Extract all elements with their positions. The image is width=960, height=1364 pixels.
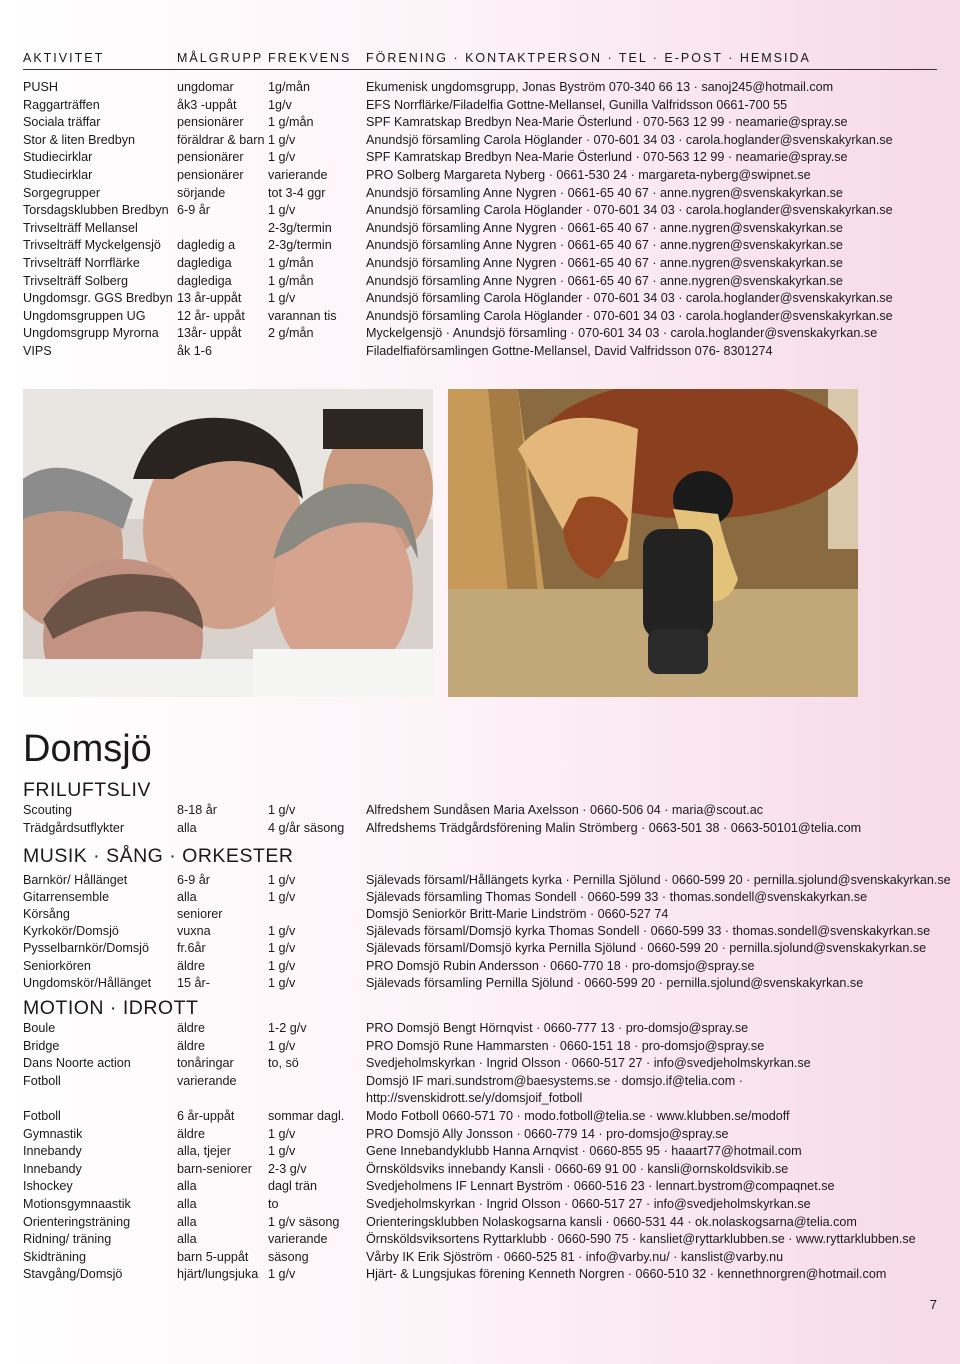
activity-cell: Studiecirklar (23, 150, 93, 165)
frequency-cell: tot 3-4 ggr (268, 185, 326, 200)
frequency-cell: 1 g/v (268, 132, 296, 147)
target-group-cell: barn-seniorer (177, 1161, 252, 1176)
contact-cell: Anundsjö församling Anne Nygren · 0661-65 40 67 · anne.nygren@svenskakyrkan.se (366, 256, 843, 270)
target-group-cell: daglediga (177, 273, 232, 288)
target-group-cell: ungdomar (177, 80, 234, 94)
target-group-cell: alla, tjejer (177, 1144, 231, 1159)
activity-cell: PUSH (23, 80, 58, 94)
activity-cell: Trivselträff Norrflärke (23, 256, 140, 270)
target-group-cell: 12 år- uppåt (177, 308, 245, 323)
activity-cell: Raggarträffen (23, 97, 100, 112)
choir-photo (23, 389, 433, 697)
target-group-cell: pensionärer (177, 168, 244, 182)
activity-cell: Skidträning (23, 1249, 87, 1264)
contact-cell: Modo Fotboll 0660-571 70 · modo.fotboll@telia.se · www.klubben.se/modoff (366, 1109, 790, 1123)
activity-cell: Seniorkören (23, 958, 91, 973)
target-group-cell: sörjande (177, 185, 226, 200)
target-group-cell: 15 år- (177, 975, 210, 990)
target-group-cell: alla (177, 1197, 197, 1211)
frequency-cell: dagl trän (268, 1179, 318, 1194)
activity-cell: Innebandy (23, 1161, 82, 1176)
frequency-cell: to (268, 1197, 279, 1211)
activity-cell: Ridning/ träning (23, 1232, 112, 1247)
activity-cell: Ungdomsgrupp Myrorna (23, 326, 159, 341)
contact-cell: Örnsköldsviks innebandy Kansli · 0660-69 91 00 · kansli@ornskoldsvikib.se (366, 1161, 789, 1176)
contact-cell: Anundsjö församling Carola Höglander · 070-601 34 03 · carola.hoglander@svenskakyrkan.se (366, 308, 893, 323)
target-group-cell: äldre (177, 958, 206, 973)
contact-cell: Örnsköldsviksortens Ryttarklubb · 0660-590 75 · kansliet@ryttarklubben.se · www.ryttarklubben.se (366, 1232, 916, 1247)
contact-cell: Anundsjö församling Carola Höglander · 070-601 34 03 · carola.hoglander@svenskakyrkan.se (366, 203, 893, 218)
activity-cell: Torsdagsklubben Bredbyn (23, 203, 169, 218)
page-number: 7 (929, 1297, 937, 1312)
frequency-cell: 1 g/v (268, 873, 296, 887)
frequency-cell: 1 g/v (268, 975, 296, 990)
frequency-cell: 2 g/mån (268, 326, 314, 341)
activity-cell: Motionsgymnaastik (23, 1197, 131, 1211)
activity-cell: Stor & liten Bredbyn (23, 132, 136, 147)
section-title-motion: MOTION · IDROTT (23, 997, 199, 1019)
contact-cell: Svedjeholmskyrkan · Ingrid Olsson · 0660-517 27 · info@svedjeholmskyrkan.se (366, 1056, 811, 1071)
target-group-cell: pensionärer (177, 150, 244, 165)
activity-cell: Innebandy (23, 1144, 82, 1159)
frequency-cell: säsong (268, 1249, 309, 1264)
activity-cell: Sociala träffar (23, 115, 101, 130)
header-target-group: MÅLGRUPP (177, 51, 264, 65)
target-group-cell: alla (177, 820, 197, 835)
contact-cell: PRO Domsjö Rune Hammarsten · 0660-151 18 · pro-domsjo@spray.se (366, 1038, 765, 1053)
activity-cell: Stavgång/Domsjö (23, 1267, 123, 1282)
activity-cell: Orienteringsträning (23, 1214, 131, 1229)
activity-cell: Ishockey (23, 1179, 73, 1194)
frequency-cell: 1g/mån (268, 80, 311, 94)
activity-cell: Ungdomsgruppen UG (23, 308, 146, 323)
frequency-cell: 1 g/v (268, 958, 296, 973)
frequency-cell: 1 g/v (268, 150, 296, 165)
target-group-cell: vuxna (177, 924, 211, 939)
frequency-cell: 1 g/v (268, 1126, 296, 1141)
contact-cell: Anundsjö församling Carola Höglander · 070-601 34 03 · carola.hoglander@svenskakyrkan.se (366, 132, 893, 147)
activity-cell: Trivselträff Mellansel (23, 220, 138, 235)
contact-cell: Anundsjö församling Carola Höglander · 070-601 34 03 · carola.hoglander@svenskakyrkan.se (366, 291, 893, 306)
target-group-cell: alla (177, 1214, 197, 1229)
target-group-cell: 6 år-uppåt (177, 1109, 235, 1123)
activity-cell: Trädgårdsutflykter (23, 820, 125, 835)
contact-cell: Ekumenisk ungdomsgrupp, Jonas Byström 070-340 66 13 · sanoj245@hotmail.com (366, 80, 834, 94)
contact-cell: Vårby IK Erik Sjöström · 0660-525 81 · info@varby.nu/ · kanslist@varby.nu (366, 1249, 784, 1264)
activity-cell: Gitarrensemble (23, 890, 110, 905)
frequency-cell: 1 g/mån (268, 273, 314, 288)
header-frequency: FREKVENS (268, 51, 352, 65)
target-group-cell: äldre (177, 1126, 206, 1141)
frequency-cell: 1 g/mån (268, 115, 314, 130)
activity-cell: Scouting (23, 803, 73, 817)
target-group-cell: 6-9 år (177, 873, 210, 887)
frequency-cell: 1g/v (268, 97, 292, 112)
activity-cell: Fotboll (23, 1109, 61, 1123)
activity-cell: Fotboll (23, 1073, 61, 1088)
frequency-cell: 1 g/v (268, 1267, 296, 1282)
header-association: FÖRENING · KONTAKTPERSON · TEL · E-POST · HEMSIDA (366, 51, 811, 65)
contact-cell: Anundsjö församling Anne Nygren · 0661-65 40 67 · anne.nygren@svenskakyrkan.se (366, 220, 843, 235)
frequency-cell: 1 g/mån (268, 256, 314, 270)
frequency-cell: 1 g/v (268, 941, 296, 956)
frequency-cell: 1 g/v (268, 1038, 296, 1053)
activity-cell: Sorgegrupper (23, 185, 101, 200)
target-group-cell: föräldrar & barn (177, 132, 265, 147)
activity-cell: Ungdomsgr. GGS Bredbyn (23, 291, 173, 306)
contact-cell: Orienteringsklubben Nolaskogsarna kansli · 0660-531 44 · ok.nolaskogsarna@telia.com (366, 1214, 857, 1229)
frequency-cell: 1 g/v (268, 890, 296, 905)
contact-cell: SPF Kamratskap Bredbyn Nea-Marie Österlund · 070-563 12 99 · neamarie@spray.se (366, 150, 848, 165)
frequency-cell: sommar dagl. (268, 1109, 345, 1123)
place-heading: Domsjö (23, 728, 152, 770)
target-group-cell: alla (177, 1179, 197, 1194)
contact-cell: PRO Domsjö Ally Jonsson · 0660-779 14 · pro-domsjo@spray.se (366, 1126, 729, 1141)
target-group-cell: åk 1-6 (177, 344, 213, 358)
frequency-cell: varierande (268, 1232, 328, 1247)
target-group-cell: alla (177, 890, 197, 905)
table-header (23, 51, 937, 70)
target-group-cell: alla (177, 1232, 197, 1247)
contact-cell: PRO Domsjö Bengt Hörnqvist · 0660-777 13 · pro-domsjo@spray.se (366, 1021, 749, 1035)
frequency-cell: 4 g/år säsong (268, 820, 345, 835)
activity-cell: Barnkör/ Hållänget (23, 873, 128, 887)
activity-cell: Trivselträff Solberg (23, 273, 128, 288)
contact-cell: Anundsjö församling Anne Nygren · 0661-65 40 67 · anne.nygren@svenskakyrkan.se (366, 273, 843, 288)
contact-cell: Anundsjö församling Anne Nygren · 0661-65 40 67 · anne.nygren@svenskakyrkan.se (366, 238, 843, 253)
activity-cell: Studiecirklar (23, 168, 93, 182)
horse-photo (448, 389, 858, 697)
frequency-cell: 1-2 g/v (268, 1021, 307, 1035)
contact-cell: Domsjö IF mari.sundstrom@baesystems.se · domsjo.if@telia.com · (366, 1073, 743, 1088)
contact-cell: PRO Domsjö Rubin Andersson · 0660-770 18 · pro-domsjo@spray.se (366, 958, 755, 973)
target-group-cell: dagledig a (177, 238, 236, 253)
frequency-cell: 2-3g/termin (268, 220, 332, 235)
frequency-cell: varannan tis (268, 308, 337, 323)
activity-cell: Pysselbarnkör/Domsjö (23, 941, 149, 956)
target-group-cell: åk3 -uppåt (177, 97, 237, 112)
contact-cell: Hjärt- & Lungsjukas förening Kenneth Norgren · 0660-510 32 · kennethnorgren@hotmail.com (366, 1267, 887, 1282)
target-group-cell: 6-9 år (177, 203, 210, 218)
activity-cell: Boule (23, 1021, 56, 1035)
target-group-cell: 8-18 år (177, 803, 217, 817)
target-group-cell: fr.6år (177, 941, 206, 956)
contact-cell: Domsjö Seniorkör Britt-Marie Lindström · 0660-527 74 (366, 907, 669, 922)
frequency-cell: 1 g/v (268, 924, 296, 939)
target-group-cell: barn 5-uppåt (177, 1249, 249, 1264)
frequency-cell: 1 g/v säsong (268, 1214, 340, 1229)
contact-cell: Själevads församling Thomas Sondell · 0660-599 33 · thomas.sondell@svenskakyrkan.se (366, 890, 868, 905)
section-title-musik: MUSIK · SÅNG · ORKESTER (23, 845, 294, 867)
section-title-friluftsliv: FRILUFTSLIV (23, 779, 151, 801)
contact-cell: Svedjeholmskyrkan · Ingrid Olsson · 0660-517 27 · info@svedjeholmskyrkan.se (366, 1197, 811, 1211)
target-group-cell: 13 år-uppåt (177, 291, 242, 306)
contact-cell: Myckelgensjö · Anundsjö församling · 070-601 34 03 · carola.hoglander@svenskakyrkan.se (366, 326, 878, 341)
contact-cell: Alfredshems Trädgårdsförening Malin Strömberg · 0663-501 38 · 0663-50101@telia.com (366, 820, 862, 835)
contact-cell: PRO Solberg Margareta Nyberg · 0661-530 24 · margareta-nyberg@swipnet.se (366, 168, 811, 182)
contact-cell: Anundsjö församling Anne Nygren · 0661-65 40 67 · anne.nygren@svenskakyrkan.se (366, 185, 843, 200)
contact-cell: Själevads församl/Hållängets kyrka · Pernilla Sjölund · 0660-599 20 · pernilla.sjolund@svenskakyrkan.se (366, 873, 951, 887)
contact-cell: Gene Innebandyklubb Hanna Arnqvist · 0660-855 95 · haaart77@hotmail.com (366, 1144, 802, 1159)
activity-cell: Bridge (23, 1038, 60, 1053)
target-group-cell: äldre (177, 1038, 206, 1053)
target-group-cell: tonåringar (177, 1056, 234, 1071)
frequency-cell: varierande (268, 168, 328, 182)
activity-cell: VIPS (23, 344, 52, 358)
frequency-cell: 1 g/v (268, 203, 296, 218)
target-group-cell: äldre (177, 1021, 206, 1035)
contact-cell: Alfredshem Sundåsen Maria Axelsson · 0660-506 04 · maria@scout.ac (366, 803, 764, 817)
target-group-cell: seniorer (177, 907, 223, 922)
activity-cell: Ungdomskör/Hållänget (23, 975, 152, 990)
frequency-cell: 1 g/v (268, 1144, 296, 1159)
frequency-cell: 2-3 g/v (268, 1161, 307, 1176)
contact-cell: Filadelfiaförsamlingen Gottne-Mellansel, David Valfridsson 076- 8301274 (366, 344, 773, 358)
header-activity: AKTIVITET (23, 51, 105, 65)
target-group-cell: varierande (177, 1073, 237, 1088)
target-group-cell: pensionärer (177, 115, 244, 130)
contact-cell: SPF Kamratskap Bredbyn Nea-Marie Österlund · 070-563 12 99 · neamarie@spray.se (366, 115, 848, 130)
target-group-cell: daglediga (177, 256, 232, 270)
contact-cell: Svedjeholmens IF Lennart Byström · 0660-516 23 · lennart.bystrom@compaqnet.se (366, 1179, 835, 1194)
frequency-cell: to, sö (268, 1056, 299, 1071)
target-group-cell: 13år- uppåt (177, 326, 242, 341)
target-group-cell: hjärt/lungsjuka (177, 1267, 259, 1282)
activity-cell: Kyrkokör/Domsjö (23, 924, 119, 939)
frequency-cell: 1 g/v (268, 803, 296, 817)
activity-cell: Gymnastik (23, 1126, 83, 1141)
contact-cell: Själevads församling Pernilla Sjölund · 0660-599 20 · pernilla.sjolund@svenskakyrkan.se (366, 975, 864, 990)
frequency-cell: 1 g/v (268, 291, 296, 306)
contact-cell: http://svenskidrott.se/y/domsjoif_fotboll (366, 1091, 583, 1106)
frequency-cell: 2-3g/termin (268, 238, 332, 253)
contact-cell: Själevads församl/Domsjö kyrka Thomas Sondell · 0660-599 33 · thomas.sondell@svenskakyrkan.se (366, 924, 931, 939)
activity-cell: Trivselträff Myckelgensjö (23, 238, 161, 253)
contact-cell: Själevads församl/Domsjö kyrka Pernilla Sjölund · 0660-599 20 · pernilla.sjolund@svenskakyrkan.se (366, 941, 927, 956)
activity-cell: Dans Noorte action (23, 1056, 131, 1071)
contact-cell: EFS Norrflärke/Filadelfia Gottne-Mellansel, Gunilla Valfridsson 0661-700 55 (366, 97, 788, 112)
activity-cell: Körsång (23, 907, 70, 922)
